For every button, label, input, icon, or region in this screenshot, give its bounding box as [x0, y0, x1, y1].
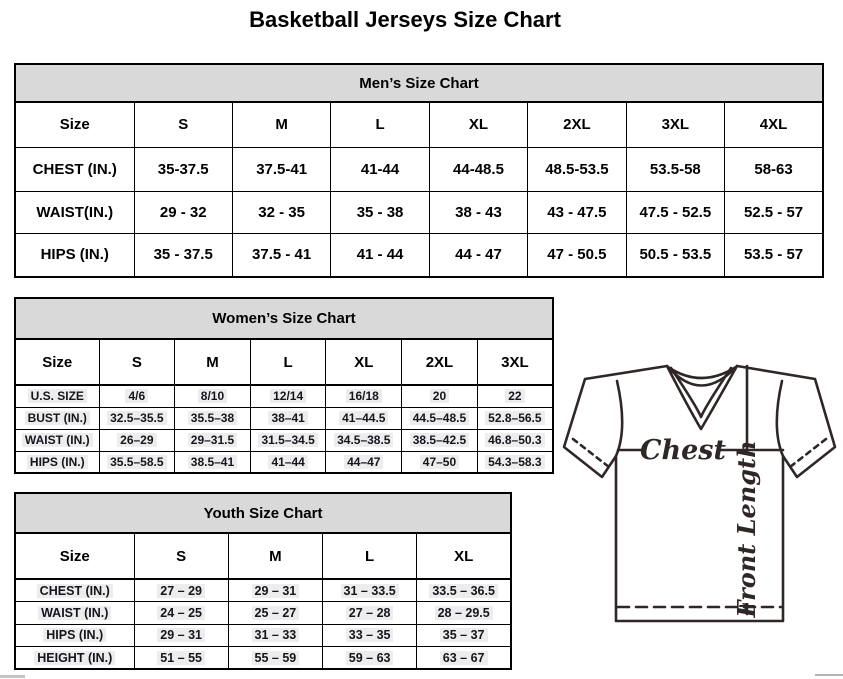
jersey-outline	[564, 366, 835, 621]
row-label: WAIST (IN.)	[15, 602, 134, 625]
table-cell: 43 - 47.5	[528, 191, 626, 233]
table-cell: 44.5–48.5	[402, 407, 478, 429]
table-title: Women’s Size Chart	[15, 298, 553, 339]
table-cell: 28 – 29.5	[417, 602, 511, 625]
row-label: HIPS (IN.)	[15, 233, 134, 277]
row-label: U.S. SIZE	[15, 385, 99, 407]
table-cell: 25 – 27	[228, 602, 322, 625]
right-sleeve-seam	[777, 381, 783, 456]
table-cell: 29 – 31	[228, 579, 322, 602]
row-label: CHEST (IN.)	[15, 147, 134, 191]
table-cell: 38.5–42.5	[402, 429, 478, 451]
jersey-diagram	[560, 355, 843, 645]
table-cell: 37.5-41	[232, 147, 330, 191]
column-header: S	[99, 339, 175, 385]
table-cell: 8/10	[175, 385, 251, 407]
table-cell: 44 - 47	[429, 233, 527, 277]
table-cell: 33.5 – 36.5	[417, 579, 511, 602]
table-cell: 32 - 35	[232, 191, 330, 233]
table-cell: 51 – 55	[134, 647, 228, 670]
column-header: 4XL	[725, 102, 824, 147]
horizontal-scrollbar-thumb-left[interactable]	[0, 675, 25, 678]
table-cell: 27 – 29	[134, 579, 228, 602]
table-cell: 35-37.5	[134, 147, 232, 191]
table-cell: 12/14	[250, 385, 326, 407]
mens-size-table	[14, 63, 824, 278]
column-header: 2XL	[402, 339, 478, 385]
column-header: L	[323, 533, 417, 579]
table-cell: 63 – 67	[417, 647, 511, 670]
row-label: WAIST (IN.)	[15, 429, 99, 451]
table-cell: 27 – 28	[323, 602, 417, 625]
table-cell: 52.5 - 57	[725, 191, 824, 233]
table-cell: 26–29	[99, 429, 175, 451]
table-cell: 47–50	[402, 451, 478, 473]
column-header: S	[134, 533, 228, 579]
table-cell: 52.8–56.5	[477, 407, 553, 429]
table-cell: 46.8–50.3	[477, 429, 553, 451]
column-header: M	[228, 533, 322, 579]
column-header: L	[331, 102, 429, 147]
table-cell: 24 – 25	[134, 602, 228, 625]
column-header: Size	[15, 339, 99, 385]
table-cell: 53.5-58	[626, 147, 724, 191]
left-cuff-dashed-line	[573, 439, 609, 467]
table-cell: 47 - 50.5	[528, 233, 626, 277]
table-title: Youth Size Chart	[15, 493, 511, 533]
row-label: CHEST (IN.)	[15, 579, 134, 602]
table-cell: 31 – 33	[228, 624, 322, 647]
column-header: Size	[15, 533, 134, 579]
table-cell: 35 - 38	[331, 191, 429, 233]
table-cell: 53.5 - 57	[725, 233, 824, 277]
table-cell: 31.5–34.5	[250, 429, 326, 451]
column-header: 3XL	[626, 102, 724, 147]
table-cell: 20	[402, 385, 478, 407]
table-title: Men’s Size Chart	[15, 64, 823, 102]
column-header: 2XL	[528, 102, 626, 147]
column-header: XL	[417, 533, 511, 579]
row-label: HIPS (IN.)	[15, 624, 134, 647]
table-cell: 54.3–58.3	[477, 451, 553, 473]
table-cell: 35.5–38	[175, 407, 251, 429]
table-cell: 29 – 31	[134, 624, 228, 647]
table-cell: 35.5–58.5	[99, 451, 175, 473]
table-cell: 37.5 - 41	[232, 233, 330, 277]
table-cell: 41 - 44	[331, 233, 429, 277]
row-label: HEIGHT (IN.)	[15, 647, 134, 670]
left-sleeve-seam	[616, 381, 622, 456]
column-header: XL	[429, 102, 527, 147]
table-cell: 48.5-53.5	[528, 147, 626, 191]
column-header: L	[250, 339, 326, 385]
table-cell: 33 – 35	[323, 624, 417, 647]
youth-size-table	[14, 492, 512, 670]
table-cell: 38.5–41	[175, 451, 251, 473]
page-title: Basketball Jerseys Size Chart	[249, 7, 561, 32]
table-cell: 55 – 59	[228, 647, 322, 670]
table-cell: 58-63	[725, 147, 824, 191]
table-cell: 16/18	[326, 385, 402, 407]
table-cell: 38–41	[250, 407, 326, 429]
front-length-label: Front Length	[732, 440, 761, 618]
table-cell: 41-44	[331, 147, 429, 191]
table-cell: 4/6	[99, 385, 175, 407]
table-cell: 41–44	[250, 451, 326, 473]
table-cell: 59 – 63	[323, 647, 417, 670]
column-header: M	[232, 102, 330, 147]
column-header: XL	[326, 339, 402, 385]
table-cell: 38 - 43	[429, 191, 527, 233]
table-cell: 32.5–35.5	[99, 407, 175, 429]
table-cell: 41–44.5	[326, 407, 402, 429]
row-label: WAIST(IN.)	[15, 191, 134, 233]
column-header: S	[134, 102, 232, 147]
column-header: Size	[15, 102, 134, 147]
column-header: M	[175, 339, 251, 385]
row-label: BUST (IN.)	[15, 407, 99, 429]
table-cell: 35 - 37.5	[134, 233, 232, 277]
table-cell: 47.5 - 52.5	[626, 191, 724, 233]
chest-label: Chest	[640, 435, 726, 466]
row-label: HIPS (IN.)	[15, 451, 99, 473]
table-cell: 44–47	[326, 451, 402, 473]
table-cell: 29 - 32	[134, 191, 232, 233]
womens-size-table	[14, 297, 554, 474]
column-header: 3XL	[477, 339, 553, 385]
table-cell: 31 – 33.5	[323, 579, 417, 602]
table-cell: 22	[477, 385, 553, 407]
table-cell: 50.5 - 53.5	[626, 233, 724, 277]
table-cell: 44-48.5	[429, 147, 527, 191]
horizontal-scrollbar-thumb-right[interactable]	[815, 674, 843, 676]
table-cell: 29–31.5	[175, 429, 251, 451]
table-cell: 35 – 37	[417, 624, 511, 647]
table-cell: 34.5–38.5	[326, 429, 402, 451]
right-cuff-dashed-line	[790, 439, 826, 467]
